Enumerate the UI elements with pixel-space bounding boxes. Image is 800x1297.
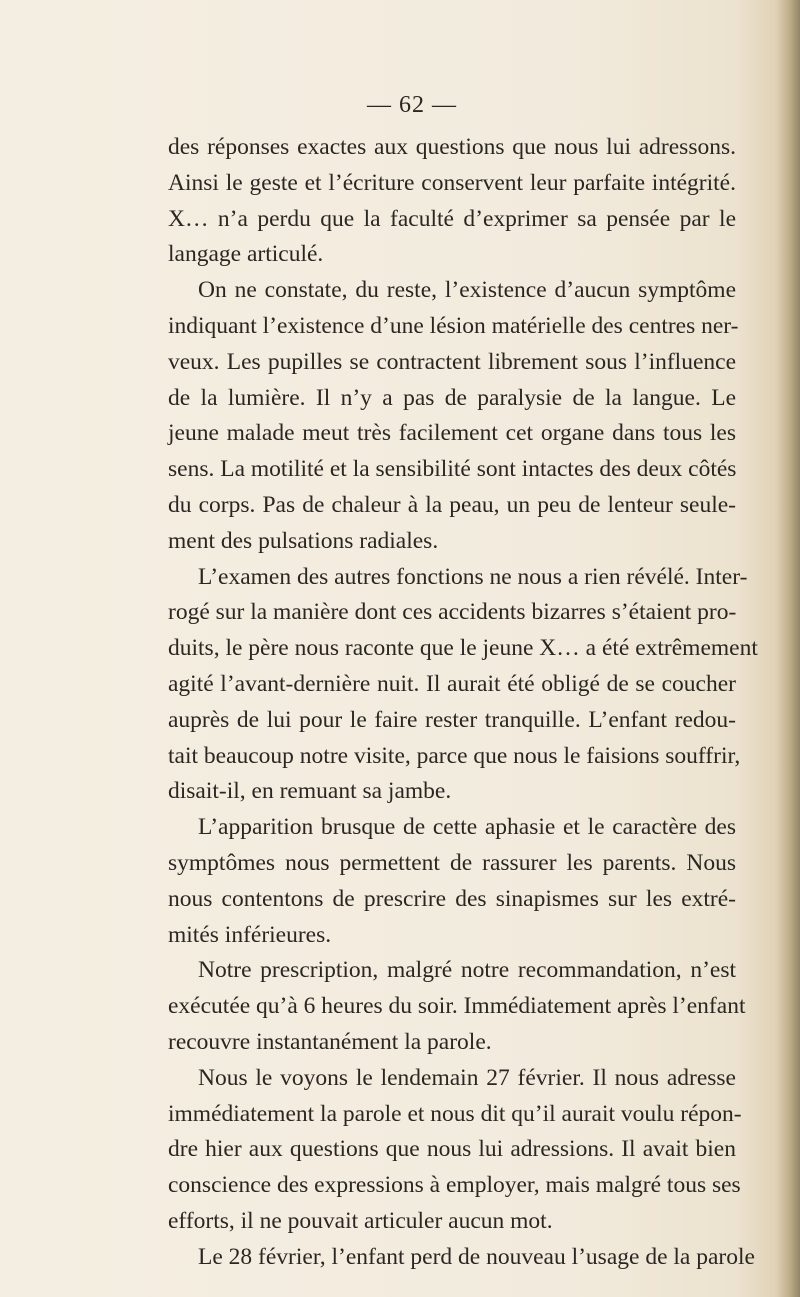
text-line: exécutée qu’à 6 heures du soir. Immédiatement après l’enfant <box>168 993 746 1020</box>
text-line: langage articulé. <box>168 241 324 268</box>
text-line: indiquant l’existence d’une lésion matérielle des centres ner- <box>168 312 739 339</box>
text-line: rogé sur la manière dont ces accidents bizarres s’étaient pro- <box>168 599 737 626</box>
text-line: sens. La motilité et la sensibilité sont intactes des deux côtés <box>168 456 737 483</box>
text-line: recouvre instantanément la parole. <box>168 1028 492 1055</box>
page-number: — 62 — <box>367 92 457 118</box>
text-line: des réponses exactes aux questions que nous lui adressons. <box>168 134 736 160</box>
text-line: Notre prescription, malgré notre recommandation, n’est <box>198 957 736 984</box>
text-line: agité l’avant-dernière nuit. Il aurait été obligé de se coucher <box>168 670 736 697</box>
text-line: L’apparition brusque de cette aphasie et le caractère des <box>198 814 736 841</box>
text-line: disait-il, en remuant sa jambe. <box>168 778 452 805</box>
text-line: nous contentons de prescrire des sinapismes sur les extré- <box>168 885 736 912</box>
text-line: de la lumière. Il n’y a pas de paralysie de la langue. Le <box>168 384 736 411</box>
text-line: L’examen des autres fonctions ne nous a rien révélé. Inter- <box>198 563 748 590</box>
text-line: efforts, il ne pouvait articuler aucun mot. <box>168 1207 553 1234</box>
text-line: X… n’a perdu que la faculté d’exprimer sa pensée par le <box>168 205 736 232</box>
text-line: tait beaucoup notre visite, parce que nous le faisions souffrir, <box>168 742 741 769</box>
text-line: On ne constate, du reste, l’existence d’aucun symptôme <box>198 277 736 304</box>
text-line: veux. Les pupilles se contractent librement sous l’influence <box>168 348 736 375</box>
text-line: symptômes nous permettent de rassurer les parents. Nous <box>168 849 736 876</box>
text-line: ment des pulsations radiales. <box>168 527 439 554</box>
text-line: duits, le père nous raconte que le jeune X… a été extrêmement <box>168 635 758 662</box>
text-line: jeune malade meut très facilement cet organe dans tous les <box>168 420 736 447</box>
text-line: mités inférieures. <box>168 921 332 948</box>
text-line: conscience des expressions à employer, mais malgré tous ses <box>168 1172 741 1199</box>
text-line: Le 28 février, l’enfant perd de nouveau l’usage de la parole <box>198 1243 755 1270</box>
text-line: dre hier aux questions que nous lui adressions. Il avait bien <box>168 1136 736 1163</box>
text-line: du corps. Pas de chaleur à la peau, un peu de lenteur seule- <box>168 491 736 518</box>
body-text <box>168 130 758 1276</box>
text-line: immédiatement la parole et nous dit qu’il aurait voulu répon- <box>168 1100 742 1127</box>
text-line: Ainsi le geste et l’écriture conservent leur parfaite intégrité. <box>168 169 736 196</box>
text-line: auprès de lui pour le faire rester tranquille. L’enfant redou- <box>168 706 736 733</box>
page-edge-shadow <box>776 0 800 1297</box>
text-line: Nous le voyons le lendemain 27 février. Il nous adresse <box>198 1064 736 1091</box>
